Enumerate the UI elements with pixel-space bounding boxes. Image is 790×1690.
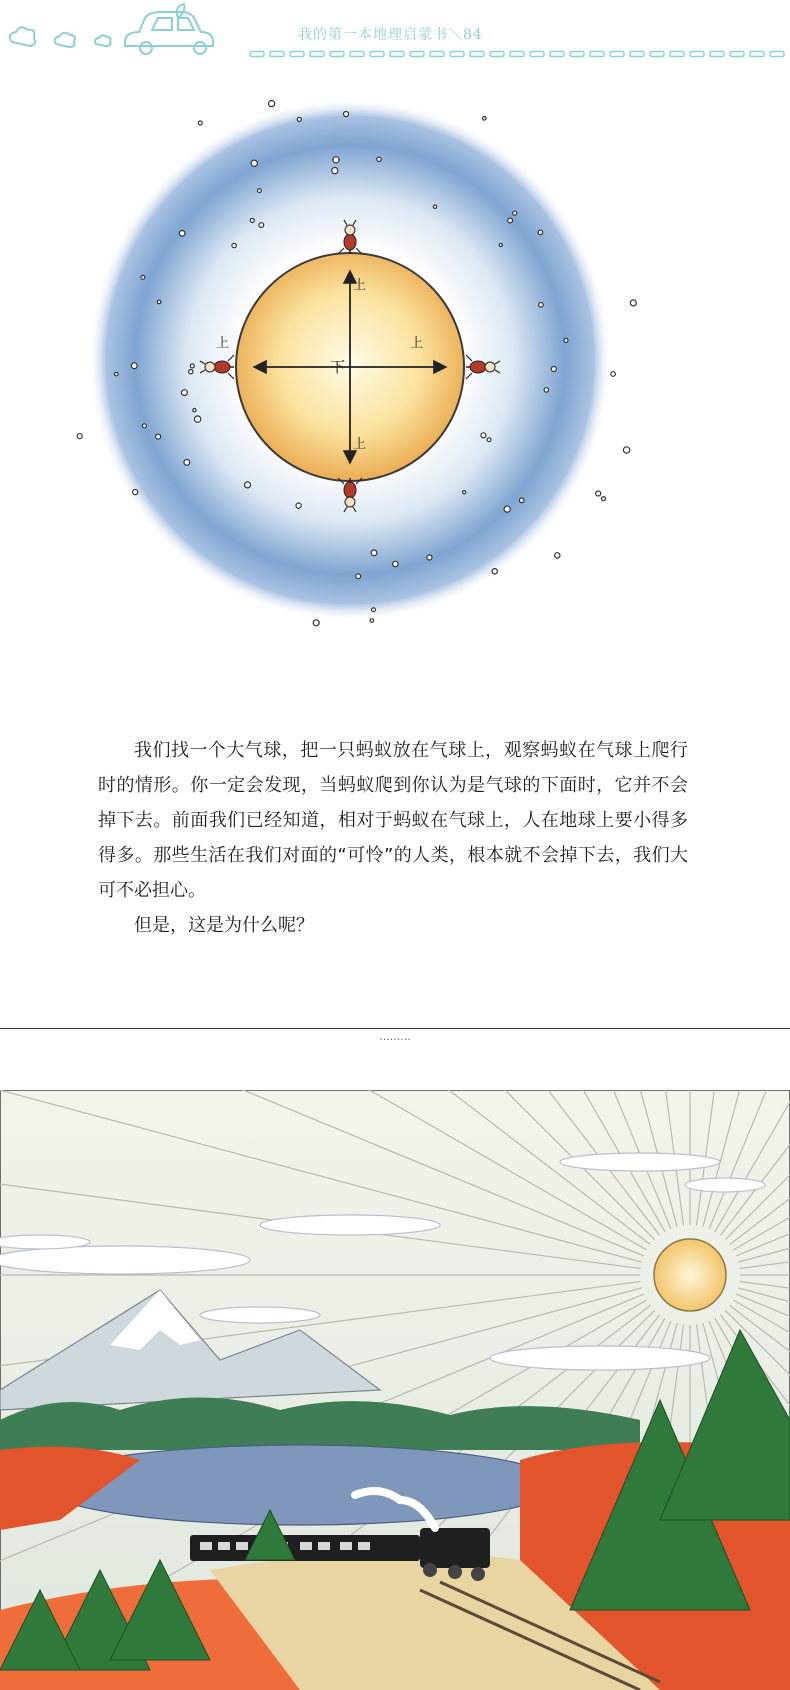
label-up-top: 上 (353, 278, 367, 293)
body-text (98, 733, 688, 943)
sun-icon (654, 1239, 726, 1311)
label-up-right: 上 (410, 336, 424, 351)
separator-ellipsis: ......... (379, 1030, 411, 1043)
separator-line (0, 1028, 790, 1029)
label-up-bottom: 上 (353, 437, 367, 452)
cloud-icon (200, 1307, 320, 1323)
cloud-icon (10, 27, 36, 46)
page-header (0, 0, 790, 70)
cloud-icon (685, 1178, 765, 1192)
label-up-left: 上 (216, 336, 230, 351)
header-title: 我的第一本地理启蒙书＼84 (298, 27, 483, 43)
cloud-icon (490, 1346, 710, 1370)
cloud-icon (560, 1153, 720, 1171)
cloud-icon (0, 1246, 250, 1274)
globe-ant-illustration (60, 80, 700, 700)
paragraph-2: 但是，这是为什么呢？ (134, 915, 314, 936)
label-down-center: 下 (330, 358, 346, 376)
header-dashed-rule (248, 50, 788, 58)
paragraph-1: 我们找一个大气球，把一只蚂蚁放在气球上，观察蚂蚁在气球上爬行时的情形。你一定会发现，当蚂蚁爬到你认为是气球的下面时，它并不会掉下去。前面我们已经知道，相对于蚂蚁在气球上，人在地球上要小得多得多。那些生活在我们对面的“可怜”的人类，根本就不会掉下去，我们大可不必担心。 (98, 740, 688, 901)
landscape-train-illustration (0, 1090, 790, 1690)
cloud-icon (0, 1235, 90, 1249)
cloud-icon (260, 1215, 440, 1235)
